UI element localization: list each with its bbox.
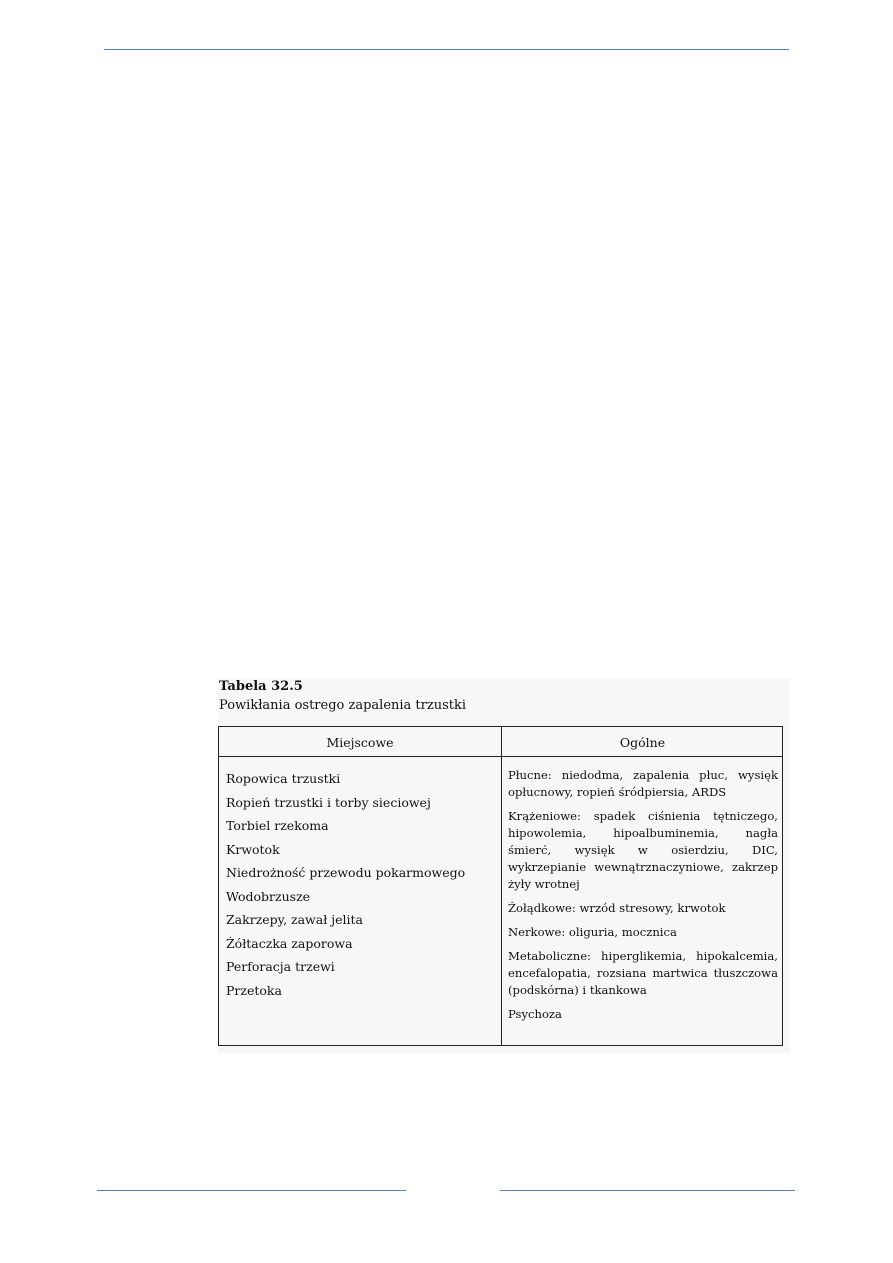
table-caption: Powikłania ostrego zapalenia trzustki xyxy=(219,698,467,713)
list-item: Wodobrzusze xyxy=(226,888,311,904)
header-divider xyxy=(219,756,782,757)
list-item: Zakrzepy, zawał jelita xyxy=(226,912,363,927)
footer-rule-left xyxy=(97,1190,406,1191)
list-item: Żółtaczka zaporowa xyxy=(226,935,353,951)
list-item: Żołądkowe: wrzód stresowy, krwotok xyxy=(508,901,726,915)
column-header-local: Miejscowe xyxy=(326,735,394,750)
list-item: Perforacja trzewi xyxy=(226,959,335,974)
list-item: Płucne: niedodma, zapalenia płuc, wysięk opłucnowy, ropień śródpiersia, ARDS xyxy=(508,768,778,799)
list-item: Przetoka xyxy=(226,982,282,998)
list-item: Krwotok xyxy=(226,841,280,857)
table-title: Tabela 32.5 xyxy=(219,679,303,694)
list-item: Niedrożność przewodu pokarmowego xyxy=(226,865,466,880)
local-complications-list xyxy=(226,767,496,1002)
column-divider xyxy=(501,727,502,1045)
footer-rule-right xyxy=(500,1190,795,1191)
complications-table xyxy=(218,726,783,1046)
list-item: Psychoza xyxy=(508,1007,562,1021)
list-item: Nerkowe: oliguria, mocznica xyxy=(508,925,677,939)
column-header-general: Ogólne xyxy=(619,735,666,750)
list-item: Metaboliczne: hiperglikemia, hipokalcemia, encefalopatia, rozsiana martwica tłuszczowa (podskórna) i tkankowa xyxy=(508,949,778,997)
header-rule xyxy=(104,49,789,50)
list-item: Ropowica trzustki xyxy=(226,771,341,786)
list-item: Ropień trzustki i torby sieciowej xyxy=(226,794,431,810)
general-complications-list xyxy=(508,767,778,1030)
list-item: Torbiel rzekoma xyxy=(226,818,329,833)
list-item: Krążeniowe: spadek ciśnienia tętniczego, hipowolemia, hipoalbuminemia, nagła śmierć, wysięk w osierdziu, DIC, wykrzepianie wewnątrznaczyniowe, zakrzep żyły wrotnej xyxy=(508,809,778,891)
